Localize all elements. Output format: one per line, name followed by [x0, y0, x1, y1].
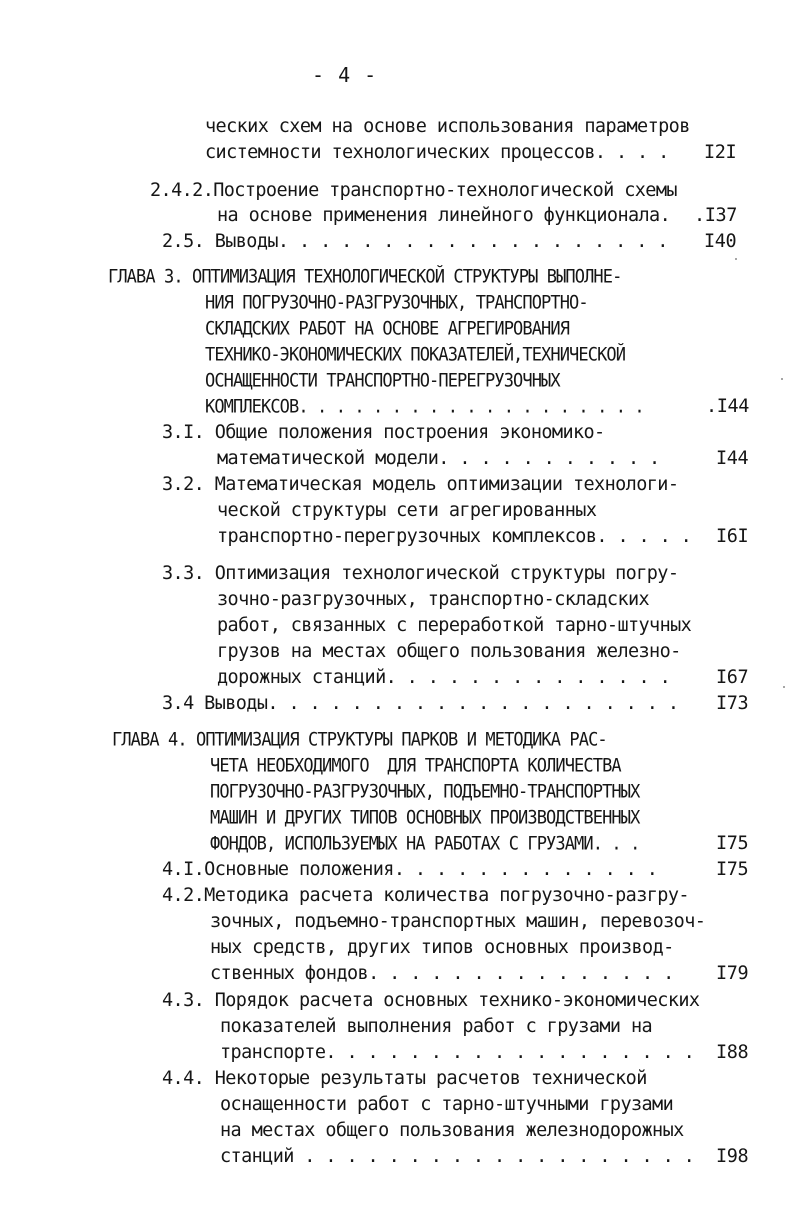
toc-line: 3.4 Выводы. . . . . . . . . . . . . . . . . . . .: [162, 693, 679, 714]
toc-page-number: I40: [704, 231, 737, 252]
toc-line: 3.I. Общие положения построения экономико-: [162, 422, 605, 443]
chapter-heading: ГЛАВА 3. ОПТИМИЗАЦИЯ ТЕХНОЛОГИЧЕСКОЙ СТРУКТУРЫ ВЫПОЛНЕ-: [108, 265, 622, 289]
toc-page-number: I6I: [716, 526, 749, 547]
toc-page-number: .I44: [706, 396, 749, 417]
toc-page-number: I88: [716, 1042, 749, 1063]
chapter-heading: СКЛАДСКИХ РАБОТ НА ОСНОВЕ АГРЕГИРОВАНИЯ: [205, 317, 570, 341]
toc-line: системности технологических процессов. . . .: [205, 142, 669, 163]
toc-line: 3.3. Оптимизация технологической структуры погру-: [162, 563, 679, 584]
toc-line: транспорте. . . . . . . . . . . . . . . . . .: [220, 1042, 695, 1063]
chapter-heading: НИЯ ПОГРУЗОЧНО-РАЗГРУЗОЧНЫХ, ТРАНСПОРТНО-: [205, 291, 588, 315]
toc-line: на основе применения линейного функционала.: [217, 205, 671, 226]
toc-line: ных средств, других типов основных производ-: [210, 937, 674, 958]
toc-line: зочных, подъемно-транспортных машин, перевозоч-: [210, 911, 706, 932]
toc-line: 4.4. Некоторые результаты расчетов технической: [162, 1068, 647, 1089]
toc-line: ческой структуры сети агрегированных: [217, 500, 597, 521]
toc-line: 2.5. Выводы. . . . . . . . . . . . . . . . . . .: [162, 231, 668, 252]
toc-line: оснащенности работ с тарно-штучными грузами: [220, 1094, 674, 1115]
toc-line: станций . . . . . . . . . . . . . . . . . . .: [220, 1146, 695, 1167]
toc-line: ственных фондов. . . . . . . . . . . . . . .: [210, 963, 674, 984]
scan-speck: [783, 686, 785, 688]
toc-line: 4.2.Методика расчета количества погрузочно-разгру-: [162, 885, 689, 906]
toc-line: работ, связанных с переработкой тарно-штучных: [217, 615, 692, 636]
toc-page-number: .I37: [694, 205, 737, 226]
toc-line: 4.I.Основные положения. . . . . . . . . . . . .: [162, 859, 658, 880]
toc-page-number: I79: [716, 963, 749, 984]
toc-page-number: I75: [716, 859, 749, 880]
toc-page-number: I2I: [704, 142, 737, 163]
chapter-heading: ЧЕТА НЕОБХОДИМОГО ДЛЯ ТРАНСПОРТА КОЛИЧЕСТВА: [210, 754, 621, 778]
toc-line: транспортно-перегрузочных комплексов. . . . .: [217, 526, 692, 547]
toc-line: на местах общего пользования железнодорожных: [220, 1120, 684, 1141]
toc-line: математической модели. . . . . . . . . . .: [217, 448, 660, 469]
scan-speck: [735, 258, 737, 260]
page-number: - 4 -: [312, 63, 378, 87]
chapter-heading: ОСНАЩЕННОСТИ ТРАНСПОРТНО-ПЕРЕГРУЗОЧНЫХ: [205, 369, 560, 393]
chapter-heading: ФОНДОВ, ИСПОЛЬЗУЕМЫХ НА РАБОТАХ С ГРУЗАМИ. . .: [210, 832, 640, 856]
toc-page-number: I73: [716, 693, 749, 714]
chapter-heading: КОМПЛЕКСОВ. . . . . . . . . . . . . . . . . . .: [205, 395, 644, 419]
toc-line: грузов на местах общего пользования железно-: [217, 641, 681, 662]
toc-line: ческих схем на основе использования параметров: [205, 116, 690, 137]
toc-line: 3.2. Математическая модель оптимизации технологи-: [162, 474, 679, 495]
toc-line: зочно-разгрузочных, транспортно-складских: [217, 589, 650, 610]
toc-page-number: I67: [716, 667, 749, 688]
toc-page-number: I75: [716, 833, 749, 854]
scan-speck: [781, 378, 783, 380]
chapter-heading: ПОГРУЗОЧНО-РАЗГРУЗОЧНЫХ, ПОДЪЕМНО-ТРАНСПОРТНЫХ: [210, 780, 640, 804]
toc-line: 2.4.2.Построение транспортно-технологической схемы: [150, 180, 677, 201]
toc-page-number: I98: [716, 1146, 749, 1167]
chapter-heading: ГЛАВА 4. ОПТИМИЗАЦИЯ СТРУКТУРЫ ПАРКОВ И МЕТОДИКА РАС-: [112, 728, 607, 752]
toc-page-number: I44: [716, 448, 749, 469]
chapter-heading: ТЕХНИКО-ЭКОНОМИЧЕСКИХ ПОКАЗАТЕЛЕЙ,ТЕХНИЧЕСКОЙ: [205, 343, 626, 367]
chapter-heading: МАШИН И ДРУГИХ ТИПОВ ОСНОВНЫХ ПРОИЗВОДСТВЕННЫХ: [210, 806, 640, 830]
toc-line: дорожных станций. . . . . . . . . . . . . .: [217, 667, 671, 688]
toc-line: 4.3. Порядок расчета основных технико-экономических: [162, 990, 700, 1011]
toc-line: показателей выполнения работ с грузами на: [220, 1016, 653, 1037]
